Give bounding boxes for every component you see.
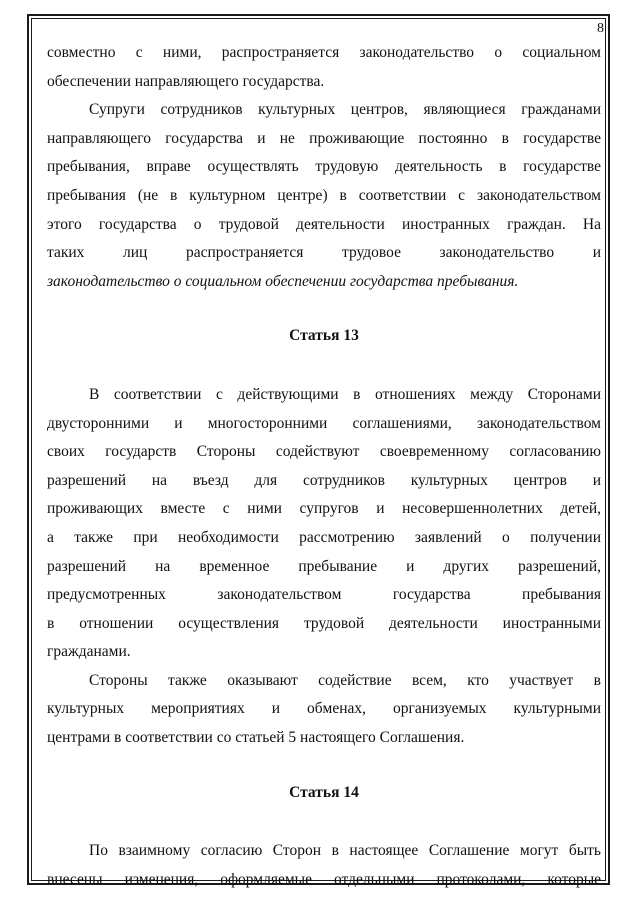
text-line: этого государства о трудовой деятельности иностранных граждан. На bbox=[47, 215, 601, 233]
text-line: В соответствии с действующими в отношениях между Сторонами bbox=[89, 385, 601, 403]
article-14-heading: Статья 14 bbox=[289, 783, 359, 801]
text-line: законодательство о социальном обеспечении государства пребывания. bbox=[47, 272, 519, 290]
page-number: 8 bbox=[597, 21, 604, 36]
article-14-paragraph-1 bbox=[47, 837, 601, 894]
text-line: совместно с ними, распространяется законодательство о социальном bbox=[47, 44, 601, 61]
text-line: в отношении осуществления трудовой деятельности иностранными bbox=[47, 614, 601, 632]
article-13-heading: Статья 13 bbox=[289, 327, 359, 345]
text-line: пребывания (не в культурном центре) в соответствии с законодательством bbox=[47, 186, 601, 204]
text-line: разрешений на въезд для сотрудников культурных центров и bbox=[47, 471, 601, 489]
text-line: обеспечении направляющего государства. bbox=[47, 72, 325, 90]
text-line: Стороны также оказывают содействие всем, кто участвует в bbox=[89, 671, 601, 689]
article-13-paragraph-1 bbox=[47, 381, 601, 667]
paragraph-spouses bbox=[47, 96, 601, 296]
text-line: пребывания, вправе осуществлять трудовую деятельность в государстве bbox=[47, 158, 601, 176]
text-line: таких лиц распространяется трудовое законодательство и bbox=[47, 244, 601, 262]
text-line: своих государств Стороны содействуют своевременному согласованию bbox=[47, 443, 601, 461]
document-body bbox=[47, 39, 601, 894]
text-line: а также при необходимости рассмотрению заявлений о получении bbox=[47, 528, 601, 546]
paragraph-continuation bbox=[47, 39, 601, 96]
text-line: По взаимному согласию Сторон в настоящее Соглашение могут быть bbox=[89, 842, 601, 860]
text-line: проживающих вместе с ними супругов и несовершеннолетних детей, bbox=[47, 500, 601, 518]
text-line: направляющего государства и не проживающие постоянно в государстве bbox=[47, 129, 601, 147]
article-13-paragraph-2 bbox=[47, 667, 601, 753]
text-line: культурных мероприятиях и обменах, организуемых культурными bbox=[47, 700, 601, 718]
text-line: предусмотренных законодательством государства пребывания bbox=[47, 586, 601, 604]
text-line: двусторонними и многосторонними соглашениями, законодательством bbox=[47, 414, 601, 432]
text-line: внесены изменения, оформляемые отдельными протоколами, которые bbox=[47, 870, 601, 888]
text-line: гражданами. bbox=[47, 643, 131, 661]
text-line: Супруги сотрудников культурных центров, являющиеся гражданами bbox=[89, 101, 601, 119]
text-line: центрами в соответствии со статьей 5 настоящего Соглашения. bbox=[47, 729, 465, 747]
text-line: разрешений на временное пребывание и других разрешений, bbox=[47, 557, 601, 575]
